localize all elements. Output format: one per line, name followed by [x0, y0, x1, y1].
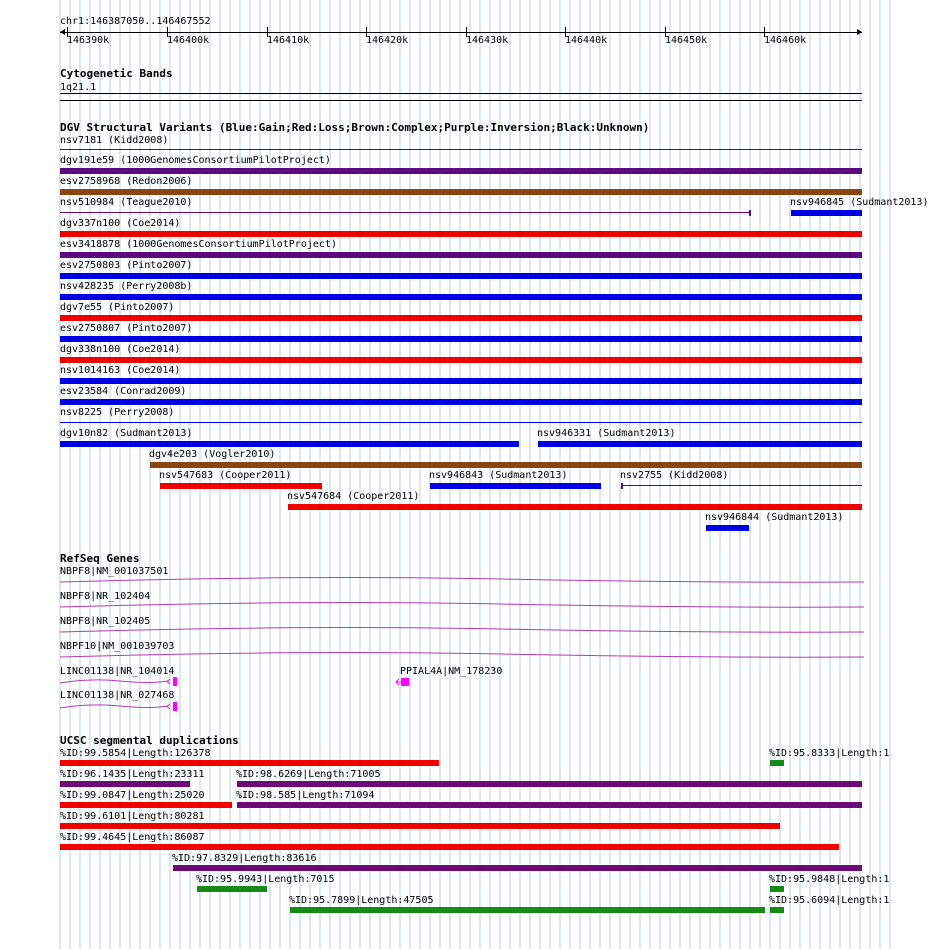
dgv-variant-label: esv2758968 (Redon2006)	[60, 176, 193, 187]
dgv-variant-gain[interactable]	[791, 210, 862, 216]
refseq-exon	[173, 702, 177, 711]
refseq-gene-label: NBPF8|NM_001037501	[60, 566, 169, 577]
refseq-gene-label: LINC01138|NR_027468	[60, 690, 175, 701]
segdup-feature-red[interactable]	[60, 823, 780, 829]
cytoband-bar-top	[60, 93, 862, 94]
dgv-variant-inversion[interactable]	[60, 168, 862, 174]
dgv-variant-label: esv2750803 (Pinto2007)	[60, 260, 193, 271]
ruler-tick-label: 146410k	[267, 35, 310, 46]
segdup-feature-red[interactable]	[60, 844, 839, 850]
dgv-variant-loss[interactable]	[60, 315, 862, 321]
dgv-variant-gain[interactable]	[60, 441, 519, 447]
refseq-strand-arrow-icon	[167, 704, 170, 709]
dgv-variant-inversion[interactable]	[60, 252, 862, 258]
dgv-variant-complex[interactable]	[60, 189, 862, 195]
segdup-label: %ID:98.6269|Length:71005	[236, 769, 381, 780]
cytoband-label: 1q21.1	[60, 82, 97, 93]
dgv-variant-label: esv23584 (Conrad2009)	[60, 386, 187, 397]
refseq-strand-arrow-icon	[167, 679, 170, 684]
segdup-feature-purple[interactable]	[237, 781, 862, 787]
dgv-variant-label: nsv2755 (Kidd2008)	[620, 470, 729, 481]
refseq-intron-line	[60, 578, 864, 583]
segdup-label: %ID:96.1435|Length:23311	[60, 769, 205, 780]
dgv-variant-label: nsv8225 (Perry2008)	[60, 407, 175, 418]
segdup-label: %ID:95.8333|Length:1	[769, 748, 890, 759]
refseq-gene-label: LINC01138|NR_104014	[60, 666, 175, 677]
segdup-feature-purple[interactable]	[173, 865, 862, 871]
refseq-intron-line	[60, 705, 168, 708]
segdup-feature-green[interactable]	[770, 907, 784, 913]
dgv-variant-gain[interactable]	[538, 441, 862, 447]
dgv-variant-label: dgv338n100 (Coe2014)	[60, 344, 181, 355]
segdup-feature-green[interactable]	[770, 760, 784, 766]
refseq-gene-model[interactable]	[60, 625, 864, 639]
segdup-feature-red[interactable]	[60, 802, 232, 808]
segdup-track-title: UCSC segmental duplications	[60, 734, 239, 747]
dgv-variant-label: dgv4e203 (Vogler2010)	[149, 449, 276, 460]
dgv-variant-end-cap	[749, 210, 751, 216]
dgv-variant-label: nsv946845 (Sudmant2013)	[790, 197, 928, 208]
dgv-variant-inversion[interactable]	[60, 212, 750, 213]
refseq-gene-model[interactable]	[60, 675, 178, 689]
dgv-variant-label: nsv510984 (Teague2010)	[60, 197, 193, 208]
refseq-exon	[173, 677, 177, 686]
segdup-label: %ID:99.0847|Length:25020	[60, 790, 205, 801]
refseq-intron-line	[60, 680, 168, 683]
dgv-variant-loss[interactable]	[160, 483, 322, 489]
dgv-variant-label: dgv10n82 (Sudmant2013)	[60, 428, 193, 439]
cytoband-bar-bottom	[60, 100, 862, 101]
dgv-variant-inversion[interactable]	[60, 149, 862, 150]
dgv-track-title: DGV Structural Variants (Blue:Gain;Red:Loss;Brown:Complex;Purple:Inversion;Black:Unknown)	[60, 121, 650, 134]
refseq-gene-label: NBPF8|NR_102404	[60, 591, 151, 602]
dgv-variant-gain[interactable]	[430, 483, 601, 489]
segdup-label: %ID:99.5854|Length:126378	[60, 748, 211, 759]
refseq-gene-model[interactable]	[60, 575, 864, 589]
ruler-tick-label: 146400k	[167, 35, 210, 46]
ruler-tick-label: 146430k	[466, 35, 509, 46]
dgv-variant-gain[interactable]	[60, 273, 862, 279]
dgv-variant-loss[interactable]	[60, 231, 862, 237]
refseq-intron-line	[60, 653, 864, 658]
segdup-feature-green[interactable]	[290, 907, 765, 913]
dgv-variant-label: esv2750807 (Pinto2007)	[60, 323, 193, 334]
dgv-variant-gain[interactable]	[60, 422, 862, 423]
dgv-variant-label: nsv547684 (Cooper2011)	[287, 491, 420, 502]
refseq-exon	[401, 678, 409, 686]
dgv-variant-label: dgv337n100 (Coe2014)	[60, 218, 181, 229]
dgv-variant-label: nsv946844 (Sudmant2013)	[705, 512, 844, 523]
segdup-label: %ID:99.4645|Length:86087	[60, 832, 205, 843]
refseq-gene-model[interactable]	[60, 600, 864, 614]
dgv-variant-gain[interactable]	[60, 294, 862, 300]
ruler-tick-label: 146460k	[764, 35, 807, 46]
segdup-feature-green[interactable]	[197, 886, 267, 892]
cytoband-track-title: Cytogenetic Bands	[60, 67, 173, 80]
ruler-left-arrow-icon	[60, 29, 65, 35]
refseq-gene-model[interactable]	[60, 650, 864, 664]
segdup-label: %ID:95.9848|Length:1	[769, 874, 890, 885]
refseq-strand-arrow-icon	[396, 679, 401, 685]
refseq-intron-line	[60, 628, 864, 633]
ruler-axis	[60, 32, 862, 33]
dgv-variant-loss[interactable]	[60, 357, 862, 363]
ruler-tick-label: 146420k	[366, 35, 409, 46]
segdup-label: %ID:95.9943|Length:7015	[196, 874, 335, 885]
dgv-variant-label: esv3418878 (1000GenomesConsortiumPilotProject)	[60, 239, 337, 250]
dgv-variant-complex[interactable]	[150, 462, 862, 468]
dgv-variant-gain[interactable]	[60, 378, 862, 384]
dgv-variant-label: nsv946843 (Sudmant2013)	[429, 470, 568, 481]
segdup-label: %ID:98.585|Length:71094	[236, 790, 375, 801]
dgv-variant-label: nsv7181 (Kidd2008)	[60, 135, 169, 146]
dgv-variant-label: dgv7e55 (Pinto2007)	[60, 302, 175, 313]
refseq-track-title: RefSeq Genes	[60, 552, 140, 565]
dgv-variant-inversion[interactable]	[621, 485, 862, 486]
segdup-label: %ID:95.6094|Length:1	[769, 895, 890, 906]
segdup-feature-purple[interactable]	[237, 802, 862, 808]
dgv-variant-gain[interactable]	[706, 525, 749, 531]
segdup-label: %ID:95.7899|Length:47505	[289, 895, 434, 906]
segdup-label: %ID:99.6101|Length:80281	[60, 811, 205, 822]
segdup-label: %ID:97.8329|Length:83616	[172, 853, 317, 864]
ruler-tick-label: 146390k	[67, 35, 110, 46]
refseq-intron-line	[60, 603, 864, 608]
ruler-tick-label: 146440k	[565, 35, 608, 46]
dgv-variant-loss[interactable]	[288, 504, 862, 510]
dgv-variant-label: nsv428235 (Perry2008b)	[60, 281, 193, 292]
dgv-variant-end-cap	[621, 483, 623, 489]
dgv-variant-label: dgv191e59 (1000GenomesConsortiumPilotProject)	[60, 155, 331, 166]
ruler-right-arrow-icon	[857, 29, 862, 35]
dgv-variant-gain[interactable]	[60, 399, 862, 405]
segdup-feature-red[interactable]	[60, 760, 439, 766]
region-label: chr1:146387050..146467552	[60, 16, 211, 27]
ruler-tick-label: 146450k	[665, 35, 708, 46]
refseq-gene-model[interactable]	[395, 675, 411, 689]
dgv-variant-label: nsv547683 (Cooper2011)	[159, 470, 292, 481]
dgv-variant-gain[interactable]	[60, 336, 862, 342]
segdup-feature-purple[interactable]	[60, 781, 190, 787]
refseq-gene-model[interactable]	[60, 700, 178, 714]
dgv-variant-label: nsv1014163 (Coe2014)	[60, 365, 181, 376]
dgv-variant-label: nsv946331 (Sudmant2013)	[537, 428, 676, 439]
refseq-gene-label: NBPF8|NR_102405	[60, 616, 151, 627]
segdup-feature-green[interactable]	[770, 886, 784, 892]
refseq-gene-label: NBPF10|NM_001039703	[60, 641, 175, 652]
refseq-gene-label: PPIAL4A|NM_178230	[400, 666, 503, 677]
